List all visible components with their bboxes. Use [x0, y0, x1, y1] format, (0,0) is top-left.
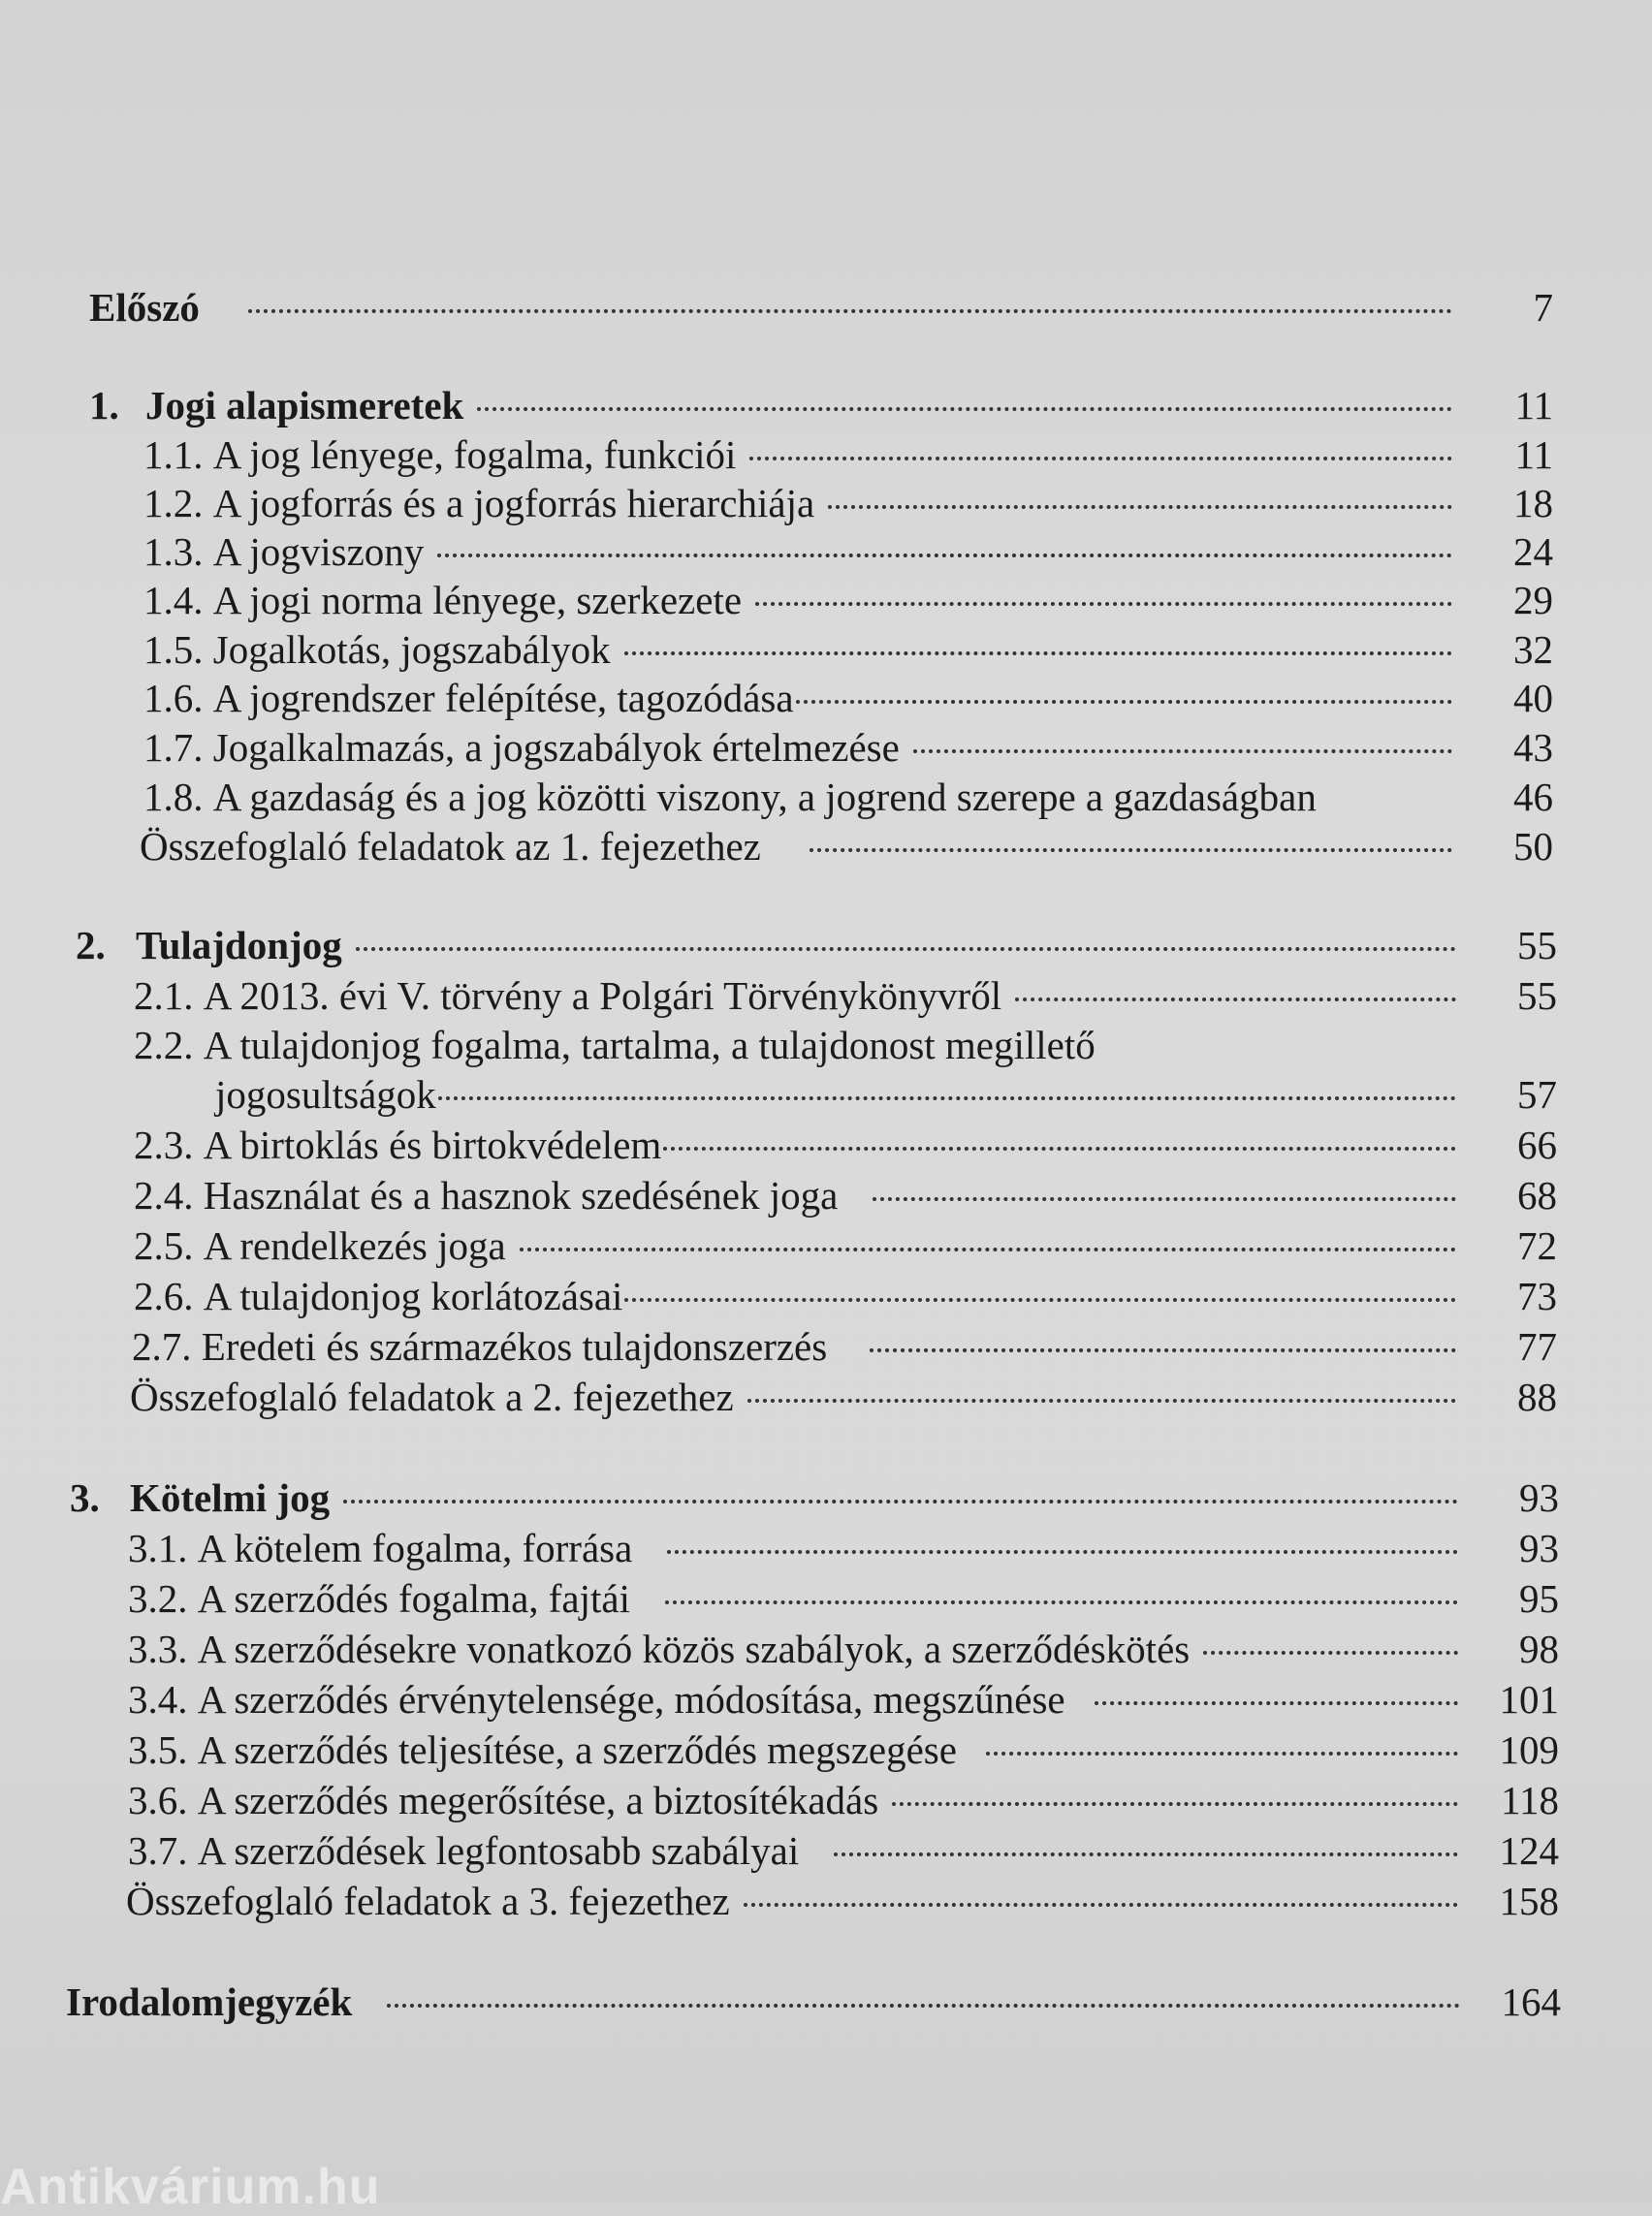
section-number: 1.3. — [143, 529, 204, 574]
chapter-title: Jogi alapismeretek — [145, 383, 464, 427]
dot-leader — [624, 1298, 1456, 1302]
section-title: A kötelem fogalma, forrása — [197, 1526, 633, 1570]
dot-leader — [1015, 997, 1456, 1001]
section-title: A tulajdonjog korlátozásai — [203, 1274, 623, 1318]
section-title: A szerződés megerősítése, a biztosítékadás — [197, 1778, 879, 1822]
toc-page-number: 7 — [1533, 285, 1553, 330]
chapter-number: 3. — [70, 1475, 100, 1520]
section-number: 2.1. — [134, 973, 194, 1018]
toc-summary-entry — [130, 1373, 1557, 1421]
dot-leader — [1095, 1701, 1458, 1705]
toc-page-number: 29 — [1513, 578, 1553, 622]
section-number: 3.3. — [128, 1627, 188, 1671]
toc-entry — [143, 674, 1553, 722]
toc-entry — [134, 1121, 1557, 1169]
dot-leader — [892, 1802, 1458, 1806]
dot-leader — [986, 1752, 1458, 1756]
chapter-number: 1. — [89, 383, 119, 427]
section-title: Jogalkalmazás, a jogszabályok értelmezése — [212, 725, 900, 770]
toc-title: Irodalomjegyzék — [66, 1979, 353, 2024]
section-title: A birtoklás és birtokvédelem — [203, 1123, 662, 1167]
toc-chapter-3 — [70, 1473, 1559, 1522]
toc-page-number: 93 — [1519, 1526, 1559, 1570]
dot-leader — [343, 1500, 1458, 1504]
toc-page-number: 68 — [1517, 1173, 1557, 1218]
toc-entry — [128, 1725, 1559, 1774]
section-title: A rendelkezés joga — [203, 1223, 506, 1268]
toc-page-number: 55 — [1517, 973, 1557, 1018]
section-title: A 2013. évi V. törvény a Polgári Törvénykönyvről — [203, 973, 1002, 1018]
dot-leader — [663, 1147, 1456, 1151]
section-number: 2.4. — [134, 1173, 194, 1218]
toc-page-number: 43 — [1513, 725, 1553, 770]
dot-leader — [796, 700, 1452, 704]
toc-page-number: 46 — [1513, 775, 1553, 819]
toc-entry — [134, 1171, 1557, 1219]
dot-leader — [477, 407, 1452, 411]
toc-entry — [143, 625, 1553, 674]
dot-leader — [520, 1248, 1456, 1251]
toc-page-number: 18 — [1513, 481, 1553, 525]
dot-leader — [624, 651, 1452, 655]
toc-page-number: 11 — [1514, 432, 1553, 477]
dot-leader — [744, 1903, 1458, 1907]
section-number: 1.7. — [143, 725, 204, 770]
dot-leader — [870, 1348, 1456, 1352]
toc-page-number: 57 — [1517, 1072, 1557, 1117]
toc-page-number: 95 — [1519, 1576, 1559, 1621]
dot-leader — [248, 309, 1452, 313]
section-title: A gazdaság és a jog közötti viszony, a jogrend szerepe a gazdaságban — [212, 775, 1317, 819]
section-title: Jogalkotás, jogszabályok — [212, 627, 611, 672]
toc-page-number: 11 — [1514, 383, 1553, 427]
section-number: 1.4. — [143, 578, 204, 622]
dot-leader — [1203, 1651, 1458, 1655]
section-number: 3.7. — [128, 1828, 188, 1873]
section-number: 3.2. — [128, 1576, 188, 1621]
section-title: Használat és a hasznok szedésének joga — [203, 1173, 839, 1218]
summary-title: Összefoglaló feladatok az 1. fejezethez — [140, 824, 761, 869]
section-number: 1.6. — [143, 676, 204, 720]
section-number: 1.1. — [143, 432, 204, 477]
dot-leader — [828, 505, 1452, 509]
section-title: A szerződésekre vonatkozó közös szabályok, a szerződéskötés — [197, 1627, 1191, 1671]
toc-entry-bibliography — [66, 1978, 1561, 2026]
section-number: 3.6. — [128, 1778, 188, 1822]
section-number: 2.5. — [134, 1223, 194, 1268]
section-title: A tulajdonjog fogalma, tartalma, a tulajdonost megillető — [203, 1023, 1096, 1067]
toc-page-number: 109 — [1499, 1727, 1559, 1772]
watermark: Antikvárium.hu — [0, 2159, 381, 2215]
toc-page-number: 66 — [1517, 1123, 1557, 1167]
toc-page-number: 40 — [1513, 676, 1553, 720]
toc-title: Előszó — [89, 285, 200, 330]
dot-leader — [437, 554, 1452, 557]
section-number: 1.5. — [143, 627, 204, 672]
toc-entry-first-line — [134, 1021, 1096, 1069]
toc-page-number: 93 — [1519, 1475, 1559, 1520]
toc-entry — [128, 1675, 1559, 1724]
toc-entry — [143, 479, 1553, 527]
section-title: A szerződések legfontosabb szabályai — [197, 1828, 800, 1873]
toc-entry — [134, 971, 1557, 1020]
toc-entry — [134, 1221, 1557, 1270]
toc-entry — [134, 1272, 1557, 1320]
toc-page-number: 164 — [1501, 1979, 1561, 2024]
section-title: A jogrendszer felépítése, tagozódása — [212, 676, 794, 720]
toc-page-number: 101 — [1499, 1677, 1559, 1722]
toc-entry — [143, 576, 1553, 624]
dot-leader — [913, 749, 1452, 753]
section-title: A szerződés érvénytelensége, módosítása, megszűnése — [197, 1677, 1065, 1722]
toc-entry — [143, 430, 1553, 479]
dot-leader — [810, 848, 1452, 852]
section-number: 3.5. — [128, 1727, 188, 1772]
toc-chapter-2 — [76, 921, 1557, 969]
dot-leader — [665, 1600, 1458, 1604]
dot-leader — [749, 457, 1452, 460]
section-title: A jog lényege, fogalma, funkciói — [212, 432, 737, 477]
section-number: 3.4. — [128, 1677, 188, 1722]
summary-title: Összefoglaló feladatok a 2. fejezethez — [130, 1375, 734, 1419]
toc-entry-foreword — [89, 283, 1553, 332]
toc-entry — [143, 723, 1553, 772]
dot-leader — [387, 2004, 1460, 2008]
toc-page-number: 98 — [1519, 1627, 1559, 1671]
section-title: A szerződés teljesítése, a szerződés megszegése — [197, 1727, 957, 1772]
toc-page-number: 118 — [1501, 1778, 1559, 1822]
section-number: 2.3. — [134, 1123, 194, 1167]
summary-title: Összefoglaló feladatok a 3. fejezethez — [126, 1879, 730, 1923]
dot-leader — [747, 1399, 1456, 1403]
section-title: A jogviszony — [212, 529, 425, 574]
toc-page-number: 55 — [1517, 923, 1557, 967]
toc-entry-continuation — [215, 1070, 1557, 1119]
section-number: 1.8. — [143, 775, 204, 819]
dot-leader — [438, 1096, 1456, 1100]
chapter-title: Kötelmi jog — [130, 1475, 331, 1520]
toc-entry — [143, 773, 1553, 821]
dot-leader — [834, 1852, 1458, 1856]
section-title-continuation: jogosultságok — [215, 1072, 436, 1117]
dot-leader — [356, 947, 1456, 951]
section-number: 1.2. — [143, 481, 204, 525]
section-title: Eredeti és származékos tulajdonszerzés — [201, 1324, 828, 1369]
toc-page-number: 72 — [1517, 1223, 1557, 1268]
toc-chapter-1 — [89, 381, 1553, 429]
toc-entry — [143, 527, 1553, 576]
toc-entry — [132, 1322, 1557, 1371]
toc-page-number: 50 — [1513, 824, 1553, 869]
toc-page-number: 77 — [1517, 1324, 1557, 1369]
dot-leader — [667, 1550, 1458, 1554]
toc-entry — [128, 1776, 1559, 1824]
toc-entry — [128, 1826, 1559, 1875]
toc-page-number: 88 — [1517, 1375, 1557, 1419]
toc-page-number: 24 — [1513, 529, 1553, 574]
section-number: 2.7. — [132, 1324, 192, 1369]
toc-page-number: 158 — [1499, 1879, 1559, 1923]
toc-entry — [128, 1524, 1559, 1572]
dot-leader — [873, 1197, 1456, 1201]
toc-entry — [128, 1625, 1559, 1673]
section-number: 2.2. — [134, 1023, 194, 1067]
toc-page-number: 73 — [1517, 1274, 1557, 1318]
dot-leader — [755, 602, 1452, 606]
section-title: A szerződés fogalma, fajtái — [197, 1576, 631, 1621]
toc-summary-entry — [126, 1877, 1559, 1925]
toc-page-number: 32 — [1513, 627, 1553, 672]
section-number: 3.1. — [128, 1526, 188, 1570]
toc-page-number: 124 — [1499, 1828, 1559, 1873]
chapter-number: 2. — [76, 923, 106, 967]
toc-summary-entry — [140, 822, 1553, 871]
section-title: A jogi norma lényege, szerkezete — [212, 578, 743, 622]
section-number: 2.6. — [134, 1274, 194, 1318]
section-title: A jogforrás és a jogforrás hierarchiája — [212, 481, 815, 525]
chapter-title: Tulajdonjog — [136, 923, 342, 967]
toc-entry — [128, 1574, 1559, 1623]
